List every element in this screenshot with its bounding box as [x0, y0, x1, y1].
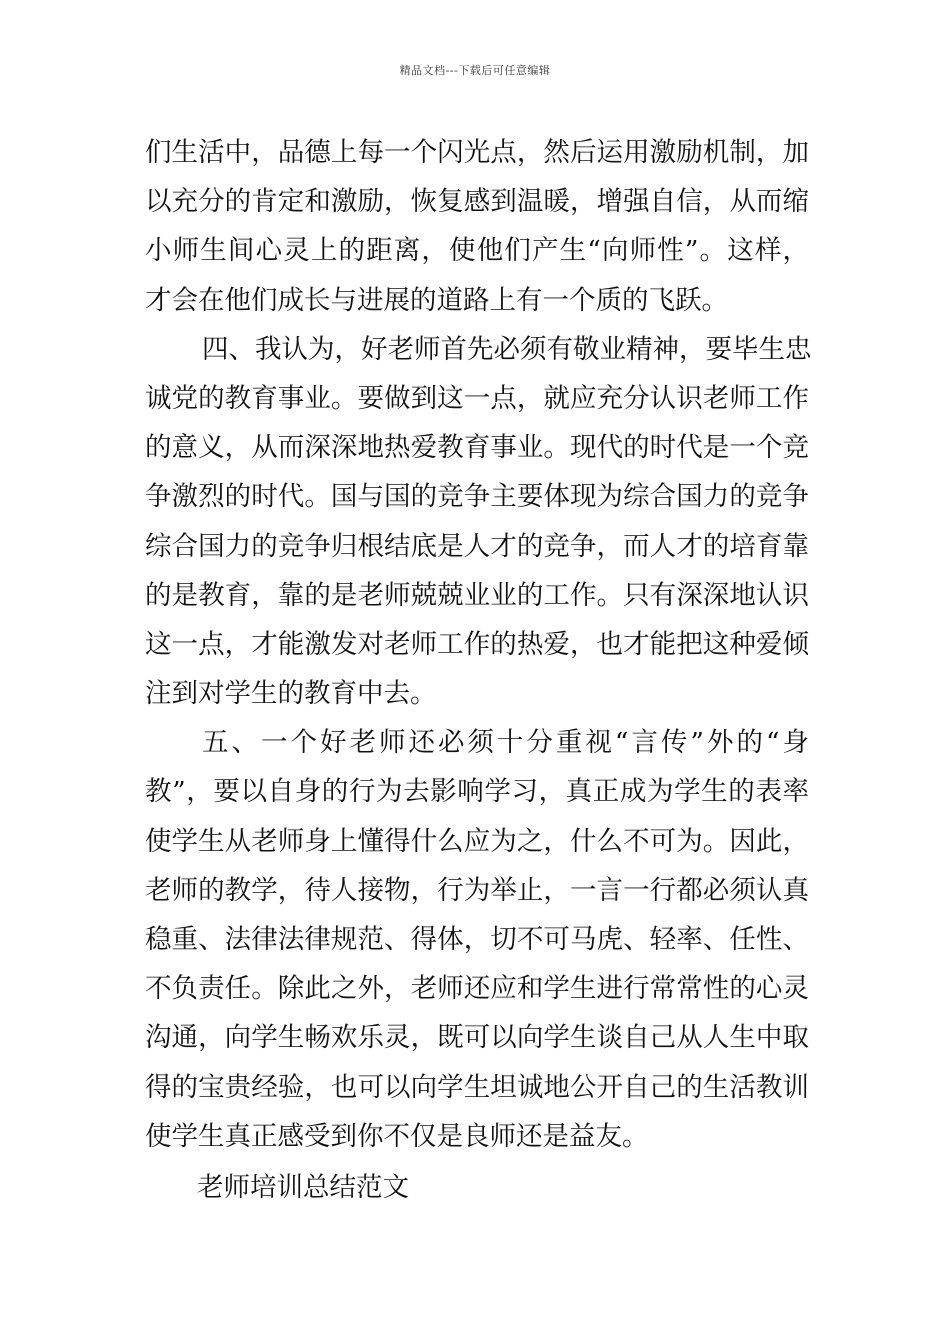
text-line: 的是教育，靠的是老师兢兢业业的工作。只有深深地认识 — [145, 579, 809, 611]
text-line: 才会在他们成长与进展的道路上有一个质的飞跃。 — [145, 284, 728, 316]
text-line: 教”，要以自身的行为去影响学习，真正成为学生的表率 — [145, 776, 809, 808]
paragraph-five — [145, 718, 809, 1161]
text-line: 不负责任。除此之外，老师还应和学生进行常常性的心灵 — [145, 973, 809, 1005]
text-line: 诚党的教育事业。要做到这一点，就应充分认识老师工作 — [145, 382, 809, 414]
text-line: 的意义，从而深深地热爱教育事业。现代的时代是一个竞 — [145, 432, 809, 464]
text-line: 争激烈的时代。国与国的竞争主要体现为综合国力的竞争 — [145, 481, 809, 513]
text-line: 综合国力的竞争归根结底是人才的竞争，而人才的培育靠 — [145, 530, 809, 562]
document-body — [145, 128, 812, 1212]
text-line: 小师生间心灵上的距离，使他们产生“向师性”。这样， — [145, 235, 809, 267]
text-line: 四、我认为，好老师首先必须有敬业精神，要毕生忠 — [202, 333, 812, 365]
text-line: 使学生真正感受到你不仅是良师还是益友。 — [145, 1120, 649, 1152]
text-line: 们生活中，品德上每一个闪光点，然后运用激励机制，加 — [145, 137, 809, 168]
text-line: 得的宝贵经验，也可以向学生坦诚地公开自己的生活教训 — [145, 1071, 809, 1103]
text-line: 稳重、法律法律规范、得体，切不可马虎、轻率、任性、 — [145, 924, 809, 955]
text-line: 以充分的肯定和激励，恢复感到温暖，增强自信，从而缩 — [145, 186, 809, 218]
text-line: 注到对学生的教育中去。 — [145, 678, 437, 710]
text-line: 五、一个好老师还必须十分重视“言传”外的“身 — [202, 727, 809, 759]
section-title: 老师培训总结范文 — [197, 1171, 409, 1203]
text-line: 这一点，才能激发对老师工作的热爱，也才能把这种爱倾 — [145, 628, 809, 660]
paragraph-continuation — [145, 128, 809, 325]
text-line: 使学生从老师身上懂得什么应为之，什么不可为。因此， — [145, 825, 809, 857]
paragraph-four — [145, 325, 812, 719]
text-line: 沟通，向学生畅欢乐灵，既可以向学生谈自己从人生中取 — [145, 1022, 809, 1054]
page-header: 精品文档---下载后可任意编辑 — [399, 64, 551, 77]
text-line: 老师的教学，待人接物，行为举止，一言一行都必须认真 — [145, 874, 809, 906]
